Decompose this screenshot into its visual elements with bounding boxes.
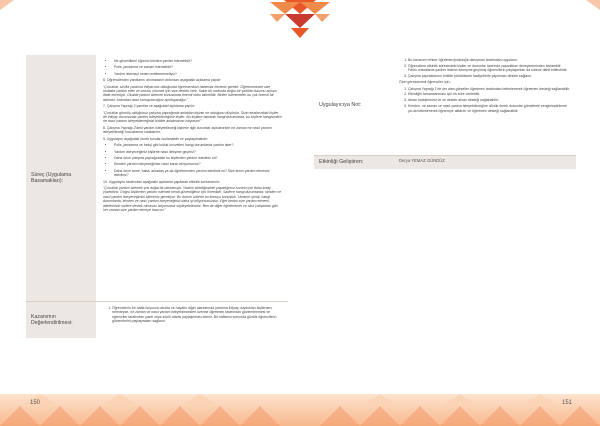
process-bullet: • Ne güvenlikleri öğrenci kimden yardım istemelidir? [114, 59, 283, 63]
assessment-item: 1. Öğrencilerin bir hafta boyunca okulda ve hayatın diğer alanlarında yardıma ihtiyaç duydukları kişilerden, neredeyse, ne zaman ve nasıl yardım isteyebilecekleri üzerine öğretmen tarafından gözlemlenmesi ve öğrenciler tarafından yazılı veya sözlü olarak paylaşılması istenir. Bir haftanın sonunda günlük öğrencilerin gözlemlerini paylaşmaları sağlanır. [112, 306, 283, 324]
notes-content [392, 55, 576, 155]
process-bullet: • Yardım isteyeceğimiz kişilerle nasıl iletişime geçeriz? [114, 150, 283, 154]
process-quote: "Çocuklar yardım istemek çok doğal bir davranıştır. Yardım istediğimizde yaşadığımız sorunu çok daha kolay çözebiliriz. Doğru kişilerden yardım istemek kendi güvenliğimiz için önemlidir. Sadece hangi durumlarda, kimden ve nasıl yardım isteyeceğimizi bilmemiz gerekiyor. Bu durum sizlerle bu konuyu konuştuk. Umarım şimdi, hangi durumlarda, kimden ve nasıl yardım isteyeceğinizi daha iyi biliyorsunuzdur. Eğer benim size yardım etmemi, ailelerinizin sizlere destek olmasını istiyorsanız söyleyebilirsiniz. Ben de diğer öğretmenler ve okul çalışanları gibi her zaman size yardım etmeye hazırım." [103, 185, 282, 212]
process-quote: "Çocuklar görmüş olduğunuz çalışma yaprağında anlatılan kişinin ne olduğunu düşünün. Sizin etrafınızdaki kişiler de ihtiyaç durumunda yardım isteyebileceğiniz kişiler. Bu kişilere bakarak hangi durumlarda, bu kişilere hangisinden ne nasıl yardım isteyebileceğinizi birlikte anlatmanızı istiyorum!" [103, 110, 282, 124]
note-item: 3. Çalışma yapraklarının birlikte yürütülecek faaliyetlerle yapılması destek sağlanır. [408, 74, 571, 78]
assessment-label: Kazanımın Değerlendirilmesi: [26, 302, 96, 338]
process-bullet: • Polis, jandarma ve zaman istemelidir? [114, 65, 283, 69]
notes-label: Uygulayıcıya Not: [314, 55, 392, 155]
developer-name: Derya YEMAZ GÜNDÜZ [392, 156, 576, 169]
process-bullet: • Daha önce anne, baba, arkadaş ya da öğretmenden yardım istediniz mi? Size kimin yardım etmesini istediniz? [114, 169, 283, 178]
page-number-left: 150 [30, 400, 41, 406]
left-page [26, 55, 288, 338]
special-needs-item: 2. Etkinliğin tamamlanması için ek süre verilebilir. [408, 92, 571, 96]
process-bullet-list [103, 59, 283, 76]
developer-label: Etkinliği Geliştiren: [314, 156, 392, 169]
right-page [314, 55, 576, 169]
note-item: 2. Öğrencilere etkinlik süresindeki kişiler ve durumlar üzerinde yaşadıkları deneyimlerinden bahsedilir. Farklı ortamlarda yardım isteme deneyimi geçirmiş öğrencilerin paylaşımları da sürece dâhil edilmelidir. [408, 64, 571, 73]
process-step: 6. Öğrencilerden yanıtlarını alınmasının ardından aşağıdaki açıklama yapılır: [103, 78, 222, 83]
process-bullet: • Daha önce çalışma yaprağındaki bu kişilerden yardım istediniz mi? [114, 156, 283, 160]
header-decoration [0, 0, 600, 48]
process-step: 7. Çalışma Yaprağı 2 yanıtlar ve aşağıdaki açıklama yapılır: [103, 104, 196, 109]
page-number-right: 151 [562, 400, 573, 406]
process-step: 10. Uygulayıcı tarafından aşağıdaki açıklama yapılarak etkinlik sonlandırılır: [103, 179, 220, 184]
special-needs-item: 3. Akran eşleştirmesi ve ve destek akran desteği sağlanabilir. [408, 98, 571, 102]
process-row [26, 55, 288, 302]
assessment-content [96, 302, 288, 338]
process-bullet: • Yardım istemeyi neden ertelememeliyiz? [114, 72, 283, 76]
process-step: 9. Uygulayıcı aşağıdaki örnek soruları kullanabilir ve paylaşılmalıdır: [103, 136, 209, 141]
special-needs-item: 4. Kimden, ne zaman ve nasıl yardım isteyebileceğine dönük örnek durumlar görsellerle zenginleştirilerek ya da betimlenerek öğrenciye aktarılır ve öğretmen desteği sağlanabilir. [408, 104, 571, 113]
process-quote: "Çocuklar, sınıfta yardıma ihtiyacınız olduğunda öğretmeninizi haberdar etmeniz gerekir. Öğretmeninize size mutlaka yardım eder ve sorunu çözmek için size destek verir. Sakin bir ortamda doğru bir şekilde durumu açıkça ifade etmeliyiz. Okulda yardım istemek konusunda önemli olanı bilmelidir. Birileri istenmeden bu çok önemli bir adımdır. Ardından nasıl konuşulacağını açıklayacağız." [103, 84, 277, 102]
footer-decoration [0, 376, 600, 426]
process-content [96, 55, 288, 301]
process-bullet: • Kimden yardım isteyeceğinize nasıl karar veriyorsunuz? [114, 162, 283, 166]
process-bullet: • Polis, jandarma ve bekçi gibi kolluk kuvvetleri hangi durumlarda yardım ister? [114, 143, 283, 147]
notes-row [314, 55, 576, 156]
note-item: 1. Bu kazanım rehber öğretmen/psikolojik danışman tarafından uygulanır. [408, 58, 571, 62]
process-step: 8. Çalışma Yaprağı 2'deki yardım isteyebileceği kişilerle ilgili durumlar açıklanırken ne zaman ne nasıl yardım isteyebileceği hususlarına odaklanılır. [103, 125, 272, 135]
special-needs-item: 1. Çalışma Yaprağı 1'de yer alan görseller öğretmen tarafından betimlenerek öğretmen desteği sağlanabilir. [408, 87, 571, 91]
special-needs-title: Özel gereksinimli öğrenciler için; [399, 80, 451, 85]
process-bullet-list [103, 143, 283, 177]
process-label: Süreç (Uygulama Basamakları): [26, 55, 96, 301]
assessment-row [26, 302, 288, 338]
developer-row [314, 156, 576, 169]
